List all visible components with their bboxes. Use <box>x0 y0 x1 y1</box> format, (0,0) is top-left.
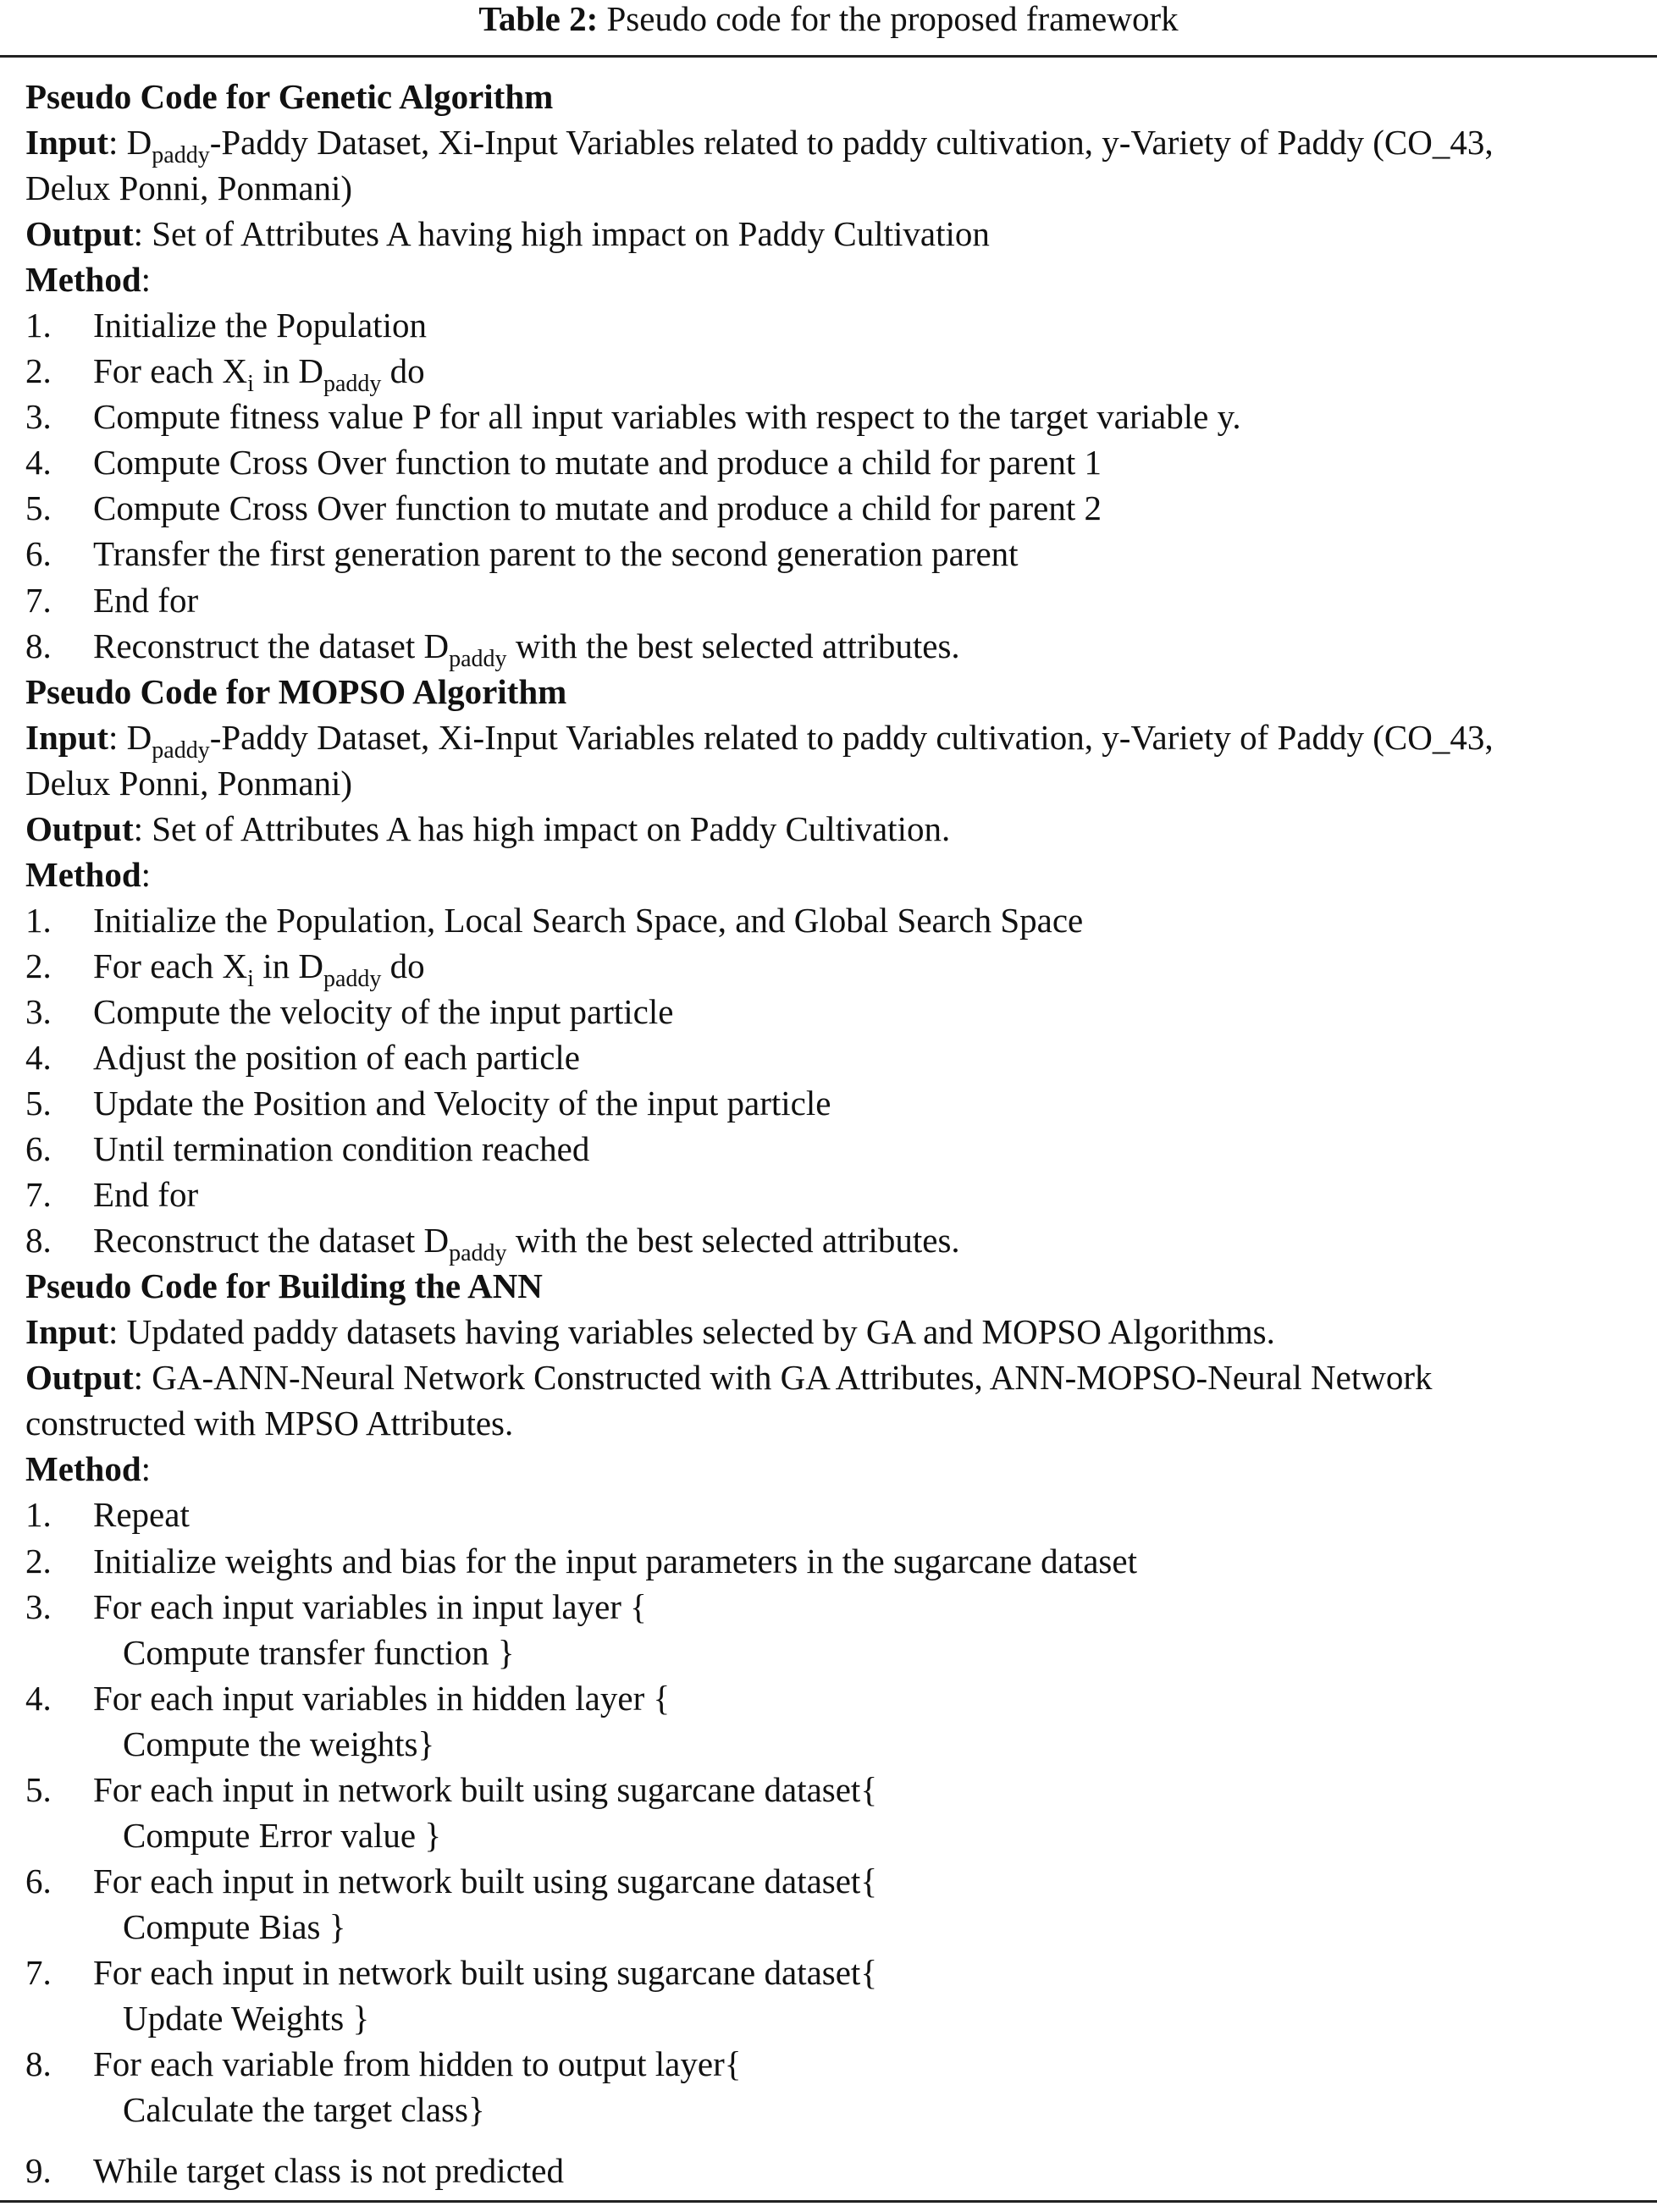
ga-step: 6. Transfer the first generation parent to the second generation parent <box>25 534 1019 574</box>
ann-step-cont: Compute Bias } <box>123 1906 346 1946</box>
ann-heading: Pseudo Code for Building the ANN <box>25 1266 543 1306</box>
mopso-step: 7. End for <box>25 1175 199 1215</box>
ga-step: 3. Compute fitness value P for all input variables with respect to the target variable y. <box>25 397 1241 437</box>
mopso-step: 6. Until termination condition reached <box>25 1129 590 1169</box>
ann-step: 9. While target class is not predicted <box>25 2151 564 2191</box>
ann-output: Output: GA-ANN-Neural Network Constructed with GA Attributes, ANN-MOPSO-Neural Network <box>25 1358 1433 1398</box>
ann-step-cont: Update Weights } <box>123 1998 370 2038</box>
mopso-method: Method: <box>25 854 152 894</box>
mopso-step: 4. Adjust the position of each particle <box>25 1037 580 1077</box>
mopso-heading: Pseudo Code for MOPSO Algorithm <box>25 671 567 711</box>
ga-step: 5. Compute Cross Over function to mutate and produce a child for parent 2 <box>25 488 1102 528</box>
ga-input-cont: Delux Ponni, Ponmani) <box>25 168 353 208</box>
ann-method: Method: <box>25 1449 152 1489</box>
ga-step: 7. End for <box>25 580 199 620</box>
caption-title: Pseudo code for the proposed framework <box>606 0 1179 38</box>
ann-step-cont: Compute the weights} <box>123 1724 435 1763</box>
mopso-step: 1. Initialize the Population, Local Search Space, and Global Search Space <box>25 900 1084 940</box>
ann-step: 8. For each variable from hidden to output layer{ <box>25 2044 742 2084</box>
mopso-step: 8. Reconstruct the dataset $D_{paddy}$ with the best selected attributes. <box>25 1221 960 1267</box>
table-caption <box>0 0 1657 41</box>
mopso-step: 2. For each $X_i$ in $D_{paddy}$ do <box>25 946 425 992</box>
ga-heading: Pseudo Code for Genetic Algorithm <box>25 77 554 116</box>
ann-step: 5. For each input in network built using sugarcane dataset{ <box>25 1769 878 1809</box>
ann-step: 3. For each input variables in input layer { <box>25 1586 647 1626</box>
ann-input: Input: Updated paddy datasets having variables selected by GA and MOPSO Algorithms. <box>25 1312 1275 1352</box>
ga-step: 2. For each $X_i$ in $D_{paddy}$ do <box>25 351 425 398</box>
ga-step: 8. Reconstruct the dataset $D_{paddy}$ with the best selected attributes. <box>25 626 960 672</box>
mopso-step: 3. Compute the velocity of the input particle <box>25 991 674 1031</box>
ann-step: 4. For each input variables in hidden layer { <box>25 1678 671 1718</box>
ga-step: 1. Initialize the Population <box>25 306 427 345</box>
ann-step: 1. Repeat <box>25 1495 190 1535</box>
mopso-step: 5. Update the Position and Velocity of the input particle <box>25 1084 831 1123</box>
mopso-input-cont: Delux Ponni, Ponmani) <box>25 763 353 803</box>
ga-input: Input: $D_{paddy}$-Paddy Dataset, Xi-Input Variables related to paddy cultivation, y-Variety of Paddy (CO_43, <box>25 123 1494 169</box>
bottom-rule <box>0 2200 1657 2203</box>
spacer <box>25 2132 1651 2148</box>
ann-step: 6. For each input in network built using sugarcane dataset{ <box>25 1861 878 1900</box>
ann-step-cont: Compute transfer function } <box>123 1632 515 1672</box>
ga-step: 4. Compute Cross Over function to mutate and produce a child for parent 1 <box>25 443 1102 483</box>
ann-step-cont: Compute Error value } <box>123 1815 442 1855</box>
pseudo-code-table <box>25 74 1651 2193</box>
ann-step: 7. For each input in network built using sugarcane dataset{ <box>25 1952 878 1992</box>
mopso-output: Output: Set of Attributes A has high impact on Paddy Cultivation. <box>25 808 951 848</box>
ann-step-cont: Calculate the target class} <box>123 2090 485 2130</box>
caption-label: Table 2: <box>478 0 599 38</box>
mopso-input: Input: $D_{paddy}$-Paddy Dataset, Xi-Input Variables related to paddy cultivation, y-Variety of Paddy (CO_43, <box>25 717 1494 764</box>
ga-output: Output: Set of Attributes A having high impact on Paddy Cultivation <box>25 214 990 254</box>
ann-step: 2. Initialize weights and bias for the input parameters in the sugarcane dataset <box>25 1541 1137 1580</box>
ann-output-cont: constructed with MPSO Attributes. <box>25 1404 514 1443</box>
ga-method: Method: <box>25 260 152 300</box>
top-rule <box>0 55 1657 58</box>
